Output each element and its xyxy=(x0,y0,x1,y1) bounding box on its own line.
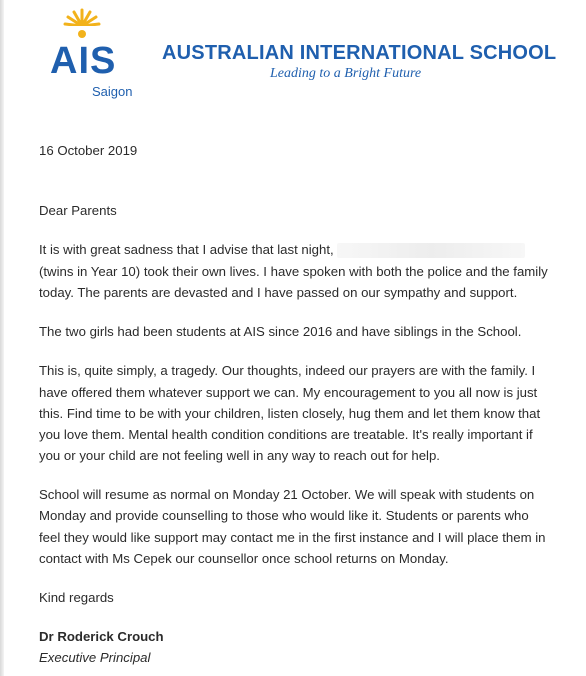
paragraph-4-line-1: School will resume as normal on Monday 21 October. We will speak with students on xyxy=(39,487,535,502)
paragraph-3-line-1: This is, quite simply, a tragedy. Our thoughts, indeed our prayers are with the family. I xyxy=(39,363,536,378)
paragraph-2-line-1: The two girls had been students at AIS since 2016 and have siblings in the School. xyxy=(39,324,522,339)
paragraph-3-line-3: this. Find time to be with your children, listen closely, hug them and let them know that xyxy=(39,406,541,421)
paragraph-3-line-5: you or your child are not feeling well in any way to reach out for help. xyxy=(39,448,440,463)
paragraph-1-line-2: (twins in Year 10) took their own lives. I have spoken with both the police and the family xyxy=(39,264,548,279)
paragraph-3-line-4: you love them. Mental health condition conditions are treatable. It's really important if xyxy=(39,427,533,442)
paragraph-4-line-4: contact with Ms Cepek our counsellor once school returns on Monday. xyxy=(39,551,449,566)
signer-title: Executive Principal xyxy=(39,650,151,665)
signer-name: Dr Roderick Crouch xyxy=(39,629,164,644)
paragraph-1-line-3: today. The parents are devasted and I have passed on our sympathy and support. xyxy=(39,285,518,300)
school-tagline: Leading to a Bright Future xyxy=(270,66,422,81)
logo-letters: AIS xyxy=(50,40,117,82)
paragraph-3-line-2: have offered them whatever support we can. My encouragement to you all now is just xyxy=(39,385,538,400)
paragraph-4-line-3: feel they would like support may contact me in the first instance and I will place them in xyxy=(39,530,546,545)
paragraph-1-line-1 xyxy=(39,240,525,260)
school-logo xyxy=(44,6,144,98)
school-name: AUSTRALIAN INTERNATIONAL SCHOOL xyxy=(162,42,557,64)
salutation: Dear Parents xyxy=(39,203,117,218)
logo-city: Saigon xyxy=(92,84,133,99)
paragraph-1-line-1-text: It is with great sadness that I advise that last night, xyxy=(39,242,334,257)
closing: Kind regards xyxy=(39,590,114,605)
letter-date: 16 October 2019 xyxy=(39,143,138,158)
paragraph-4-line-2: Monday and provide counselling to those who would like it. Students or parents who xyxy=(39,508,529,523)
redacted-names xyxy=(337,243,525,258)
